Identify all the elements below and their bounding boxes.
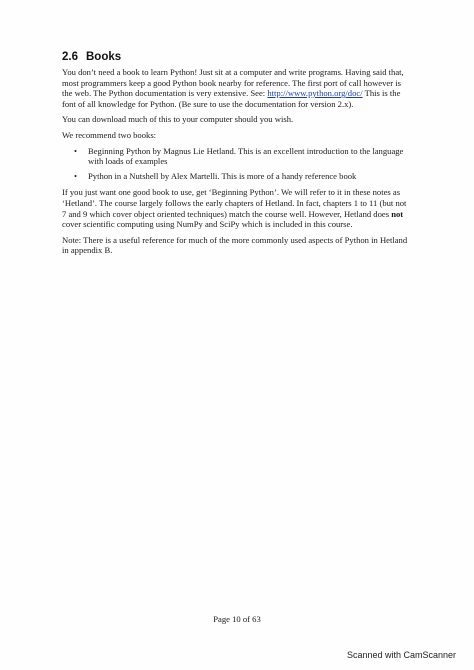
python-docs-link[interactable]: http://www.python.org/doc/ xyxy=(267,88,363,99)
bullet-icon: • xyxy=(74,145,78,156)
hetland-paragraph xyxy=(62,187,412,229)
intro-text-after-link: This is the font of all knowledge for Python. (Be sure to use the documentation for version 2.x). xyxy=(62,88,401,109)
page-content xyxy=(62,50,412,261)
download-paragraph: You can download much of this to your computer should you wish. xyxy=(62,114,294,125)
book-item-text: Beginning Python by Magnus Lie Hetland. This is an excellent introduction to the language with loads of examples xyxy=(88,145,404,167)
page-footer xyxy=(0,614,474,624)
list-item xyxy=(62,171,412,182)
scanner-watermark: Scanned with CamScanner xyxy=(346,650,456,660)
recommend-paragraph: We recommend two books: xyxy=(62,129,157,140)
page-number: Page 10 of 63 xyxy=(213,614,261,624)
hetland-text-after-bold: cover scientific computing using NumPy and SciPy which is included in this course. xyxy=(62,219,353,230)
section-title: Books xyxy=(86,51,122,63)
section-number: 2.6 xyxy=(62,51,78,63)
list-item xyxy=(62,146,412,167)
book-list xyxy=(62,146,412,182)
book-item-text: Python in a Nutshell by Alex Martelli. This is more of a handy reference book xyxy=(88,170,357,181)
note-paragraph: Note: There is a useful reference for much of the more commonly used aspects of Python in Hetland in appendix B. xyxy=(62,234,408,256)
emphasis-not: not xyxy=(391,208,404,219)
intro-text: You don’t need a book to learn Python! Just sit at a computer and write programs. Having said that, most programmers keep a good Python book nearby for reference. The first port of call however is the web. The Python documentation is very extensive. See: xyxy=(62,67,404,99)
intro-paragraph xyxy=(62,67,412,109)
hetland-text: If you just want one good book to use, get ‘Beginning Python’. We will refer to it in these notes as ‘Hetland’. The course largely follows the early chapters of Hetland. In fact, chapters 1 to 11 (but not 7 and 9 which cover object oriented techniques) match the course well. However, Hetland does xyxy=(62,187,407,219)
section-heading xyxy=(62,50,412,64)
bullet-icon: • xyxy=(74,170,78,181)
